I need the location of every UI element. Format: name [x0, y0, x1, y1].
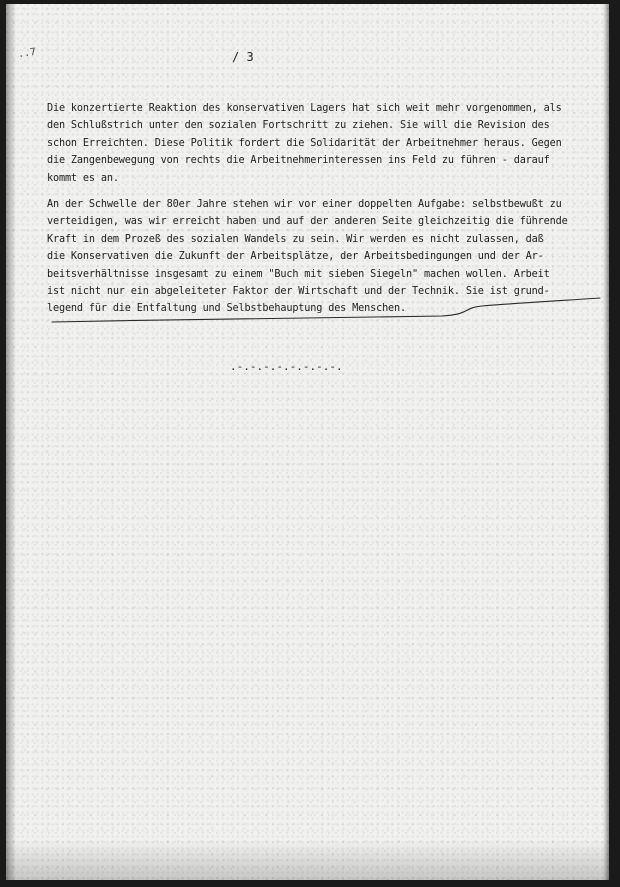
- paragraph-1: [47, 100, 587, 187]
- section-separator: .-.-.-.-.-.-.-.-.: [230, 360, 343, 373]
- paragraph-line: die Zangenbewegung von rechts die Arbeitnehmerinteressen ins Feld zu führen - darauf: [47, 155, 550, 167]
- paragraph-line: kommt es an.: [47, 172, 119, 184]
- paragraph-line: ist nicht nur ein abgeleiteter Faktor der Wirtschaft und der Technik. Sie ist grund-: [47, 286, 550, 298]
- page-number: / 3: [232, 50, 254, 64]
- paragraph-line: beitsverhältnisse insgesamt zu einem "Buch mit sieben Siegeln" machen wollen. Arbeit: [47, 268, 550, 280]
- corner-handwritten-mark: ..7: [17, 46, 37, 61]
- paragraph-line: An der Schwelle der 80er Jahre stehen wir vor einer doppelten Aufgabe: selbstbewußt zu: [47, 199, 562, 210]
- document-page: [6, 4, 609, 880]
- paragraph-line: verteidigen, was wir erreicht haben und auf der anderen Seite gleichzeitig die führende: [47, 216, 568, 228]
- scan-edge-left: [6, 4, 16, 880]
- paragraph-line: den Schlußstrich unter den sozialen Fortschritt zu ziehen. Sie will die Revision des: [47, 120, 550, 132]
- paragraph-line: Kraft in dem Prozeß des sozialen Wandels zu sein. Wir werden es nicht zulassen, daß: [47, 233, 544, 245]
- scan-edge-bottom: [6, 840, 609, 880]
- paragraph-line: die Konservativen die Zukunft der Arbeitsplätze, der Arbeitsbedingungen und der Ar-: [47, 251, 544, 263]
- paragraph-line: schon Erreichten. Diese Politik fordert die Solidarität der Arbeitnehmer heraus. Gegen: [47, 137, 562, 149]
- paragraph-line: legend für die Entfaltung und Selbstbehauptung des Menschen.: [47, 303, 407, 315]
- paragraph-line: Die konzertierte Reaktion des konservativen Lagers hat sich weit mehr vorgenommen, als: [47, 103, 562, 114]
- scan-edge-right: [603, 4, 609, 880]
- handwritten-underline: [42, 286, 602, 326]
